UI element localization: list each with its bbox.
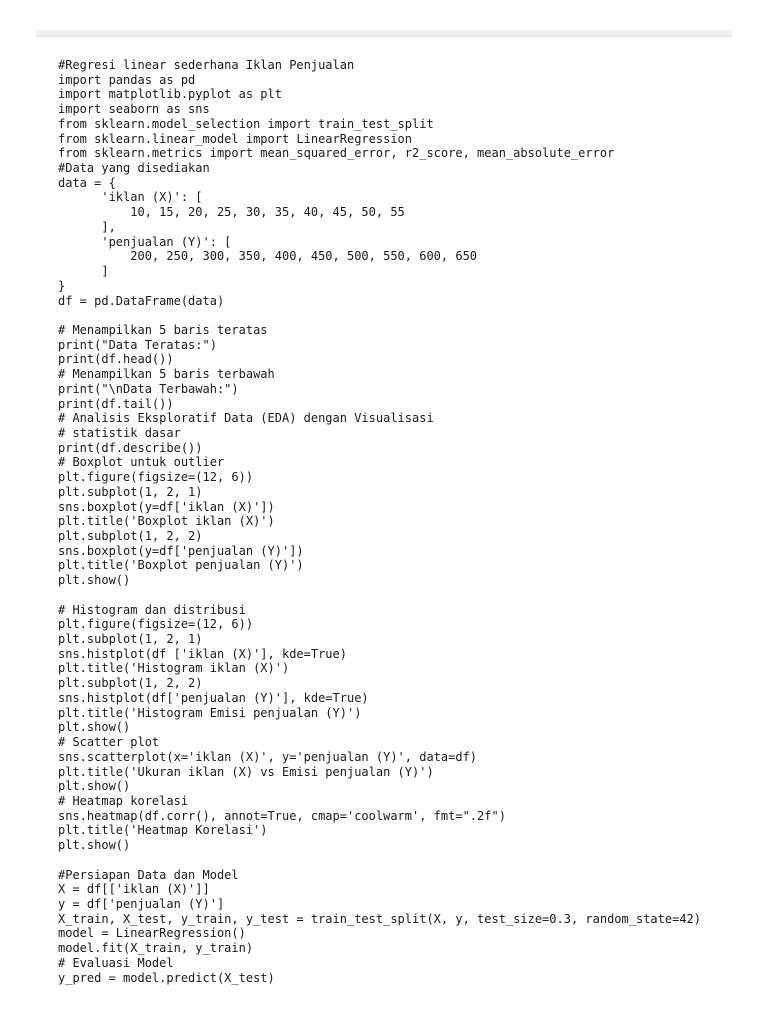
code-line: import pandas as pd (58, 72, 196, 87)
code-line: #Regresi linear sederhana Iklan Penjualan (58, 58, 355, 72)
code-line: from sklearn.linear_model import LinearRegression (58, 131, 413, 146)
code-line: print("Data Teratas:") (58, 337, 217, 352)
code-line: plt.title('Heatmap Korelasi') (58, 823, 268, 838)
code-line: sns.histplot(df['penjualan (Y)'], kde=True) (58, 690, 369, 705)
code-line: plt.show() (58, 779, 131, 794)
code-line: # Menampilkan 5 baris teratas (58, 322, 268, 337)
code-line: sns.scatterplot(x='iklan (X)', y='penjualan (Y)', data=df) (58, 749, 478, 764)
code-line: plt.show() (58, 838, 131, 853)
code-line: y = df['penjualan (Y)'] (58, 896, 225, 911)
code-line: from sklearn.model_selection import train_test_split (58, 116, 434, 131)
code-line: 'iklan (X)': [ (58, 190, 203, 205)
code-line: plt.subplot(1, 2, 1) (58, 632, 203, 647)
code-line: plt.subplot(1, 2, 2) (58, 676, 203, 691)
code-line: # Histogram dan distribusi (58, 602, 246, 617)
code-line: 200, 250, 300, 350, 400, 450, 500, 550, 600, 650 (58, 249, 478, 264)
code-line: plt.title('Boxplot penjualan (Y)') (58, 558, 304, 573)
code-line: print(df.tail()) (58, 396, 174, 411)
code-line: import matplotlib.pyplot as plt (58, 87, 282, 102)
code-line: sns.histplot(df ['iklan (X)'], kde=True) (58, 646, 347, 661)
code-line: print("\nData Terbawah:") (58, 381, 239, 396)
code-line: model = LinearRegression() (58, 926, 246, 941)
code-line: # Scatter plot (58, 735, 160, 750)
code-line: import seaborn as sns (58, 102, 210, 117)
code-line: plt.title('Ukuran iklan (X) vs Emisi penjualan (Y)') (58, 764, 434, 779)
code-line: ] (58, 264, 109, 279)
page-top-divider (36, 30, 732, 37)
code-line: #Data yang disediakan (58, 161, 210, 176)
code-line: plt.figure(figsize=(12, 6)) (58, 617, 254, 632)
code-line: print(df.describe()) (58, 440, 203, 455)
code-line: # Evaluasi Model (58, 955, 174, 970)
code-line: plt.show() (58, 573, 131, 588)
code-line: # Heatmap korelasi (58, 793, 189, 808)
code-line: sns.boxplot(y=df['penjualan (Y)']) (58, 543, 304, 558)
code-line: 10, 15, 20, 25, 30, 35, 40, 45, 50, 55 (58, 205, 405, 220)
code-line: # statistik dasar (58, 425, 181, 440)
code-line: X = df[['iklan (X)']] (58, 882, 210, 897)
code-line: ], (58, 219, 116, 234)
code-line: model.fit(X_train, y_train) (58, 941, 254, 956)
code-line: df = pd.DataFrame(data) (58, 293, 225, 308)
code-block (58, 58, 718, 985)
code-line (58, 853, 718, 868)
code-line: plt.subplot(1, 2, 2) (58, 529, 203, 543)
code-line: 'penjualan (Y)': [ (58, 234, 232, 249)
code-line: # Menampilkan 5 baris terbawah (58, 367, 275, 382)
code-line: from sklearn.metrics import mean_squared_error, r2_score, mean_absolute_error (58, 146, 615, 161)
code-line: sns.heatmap(df.corr(), annot=True, cmap='coolwarm', fmt=".2f") (58, 808, 506, 823)
code-line: X_train, X_test, y_train, y_test = train_test_split(X, y, test_size=0.3, random_state=42) (58, 911, 701, 926)
code-line (58, 588, 718, 603)
code-line: plt.title('Histogram iklan (X)') (58, 661, 290, 676)
code-line: # Boxplot untuk outlier (58, 455, 225, 470)
code-line (58, 308, 718, 323)
code-line: } (58, 278, 66, 293)
code-line: plt.subplot(1, 2, 1) (58, 484, 203, 499)
code-line: plt.title('Histogram Emisi penjualan (Y)') (58, 705, 362, 720)
code-line: data = { (58, 175, 116, 190)
code-line: # Analisis Eksploratif Data (EDA) dengan Visualisasi (58, 411, 434, 426)
code-line: #Persiapan Data dan Model (58, 867, 239, 882)
code-line: plt.title('Boxplot iklan (X)') (58, 514, 275, 529)
code-line: sns.boxplot(y=df['iklan (X)']) (58, 499, 275, 514)
code-line: print(df.head()) (58, 352, 174, 367)
code-line: y_pred = model.predict(X_test) (58, 970, 275, 985)
code-line: plt.show() (58, 720, 131, 735)
code-line: plt.figure(figsize=(12, 6)) (58, 470, 254, 485)
